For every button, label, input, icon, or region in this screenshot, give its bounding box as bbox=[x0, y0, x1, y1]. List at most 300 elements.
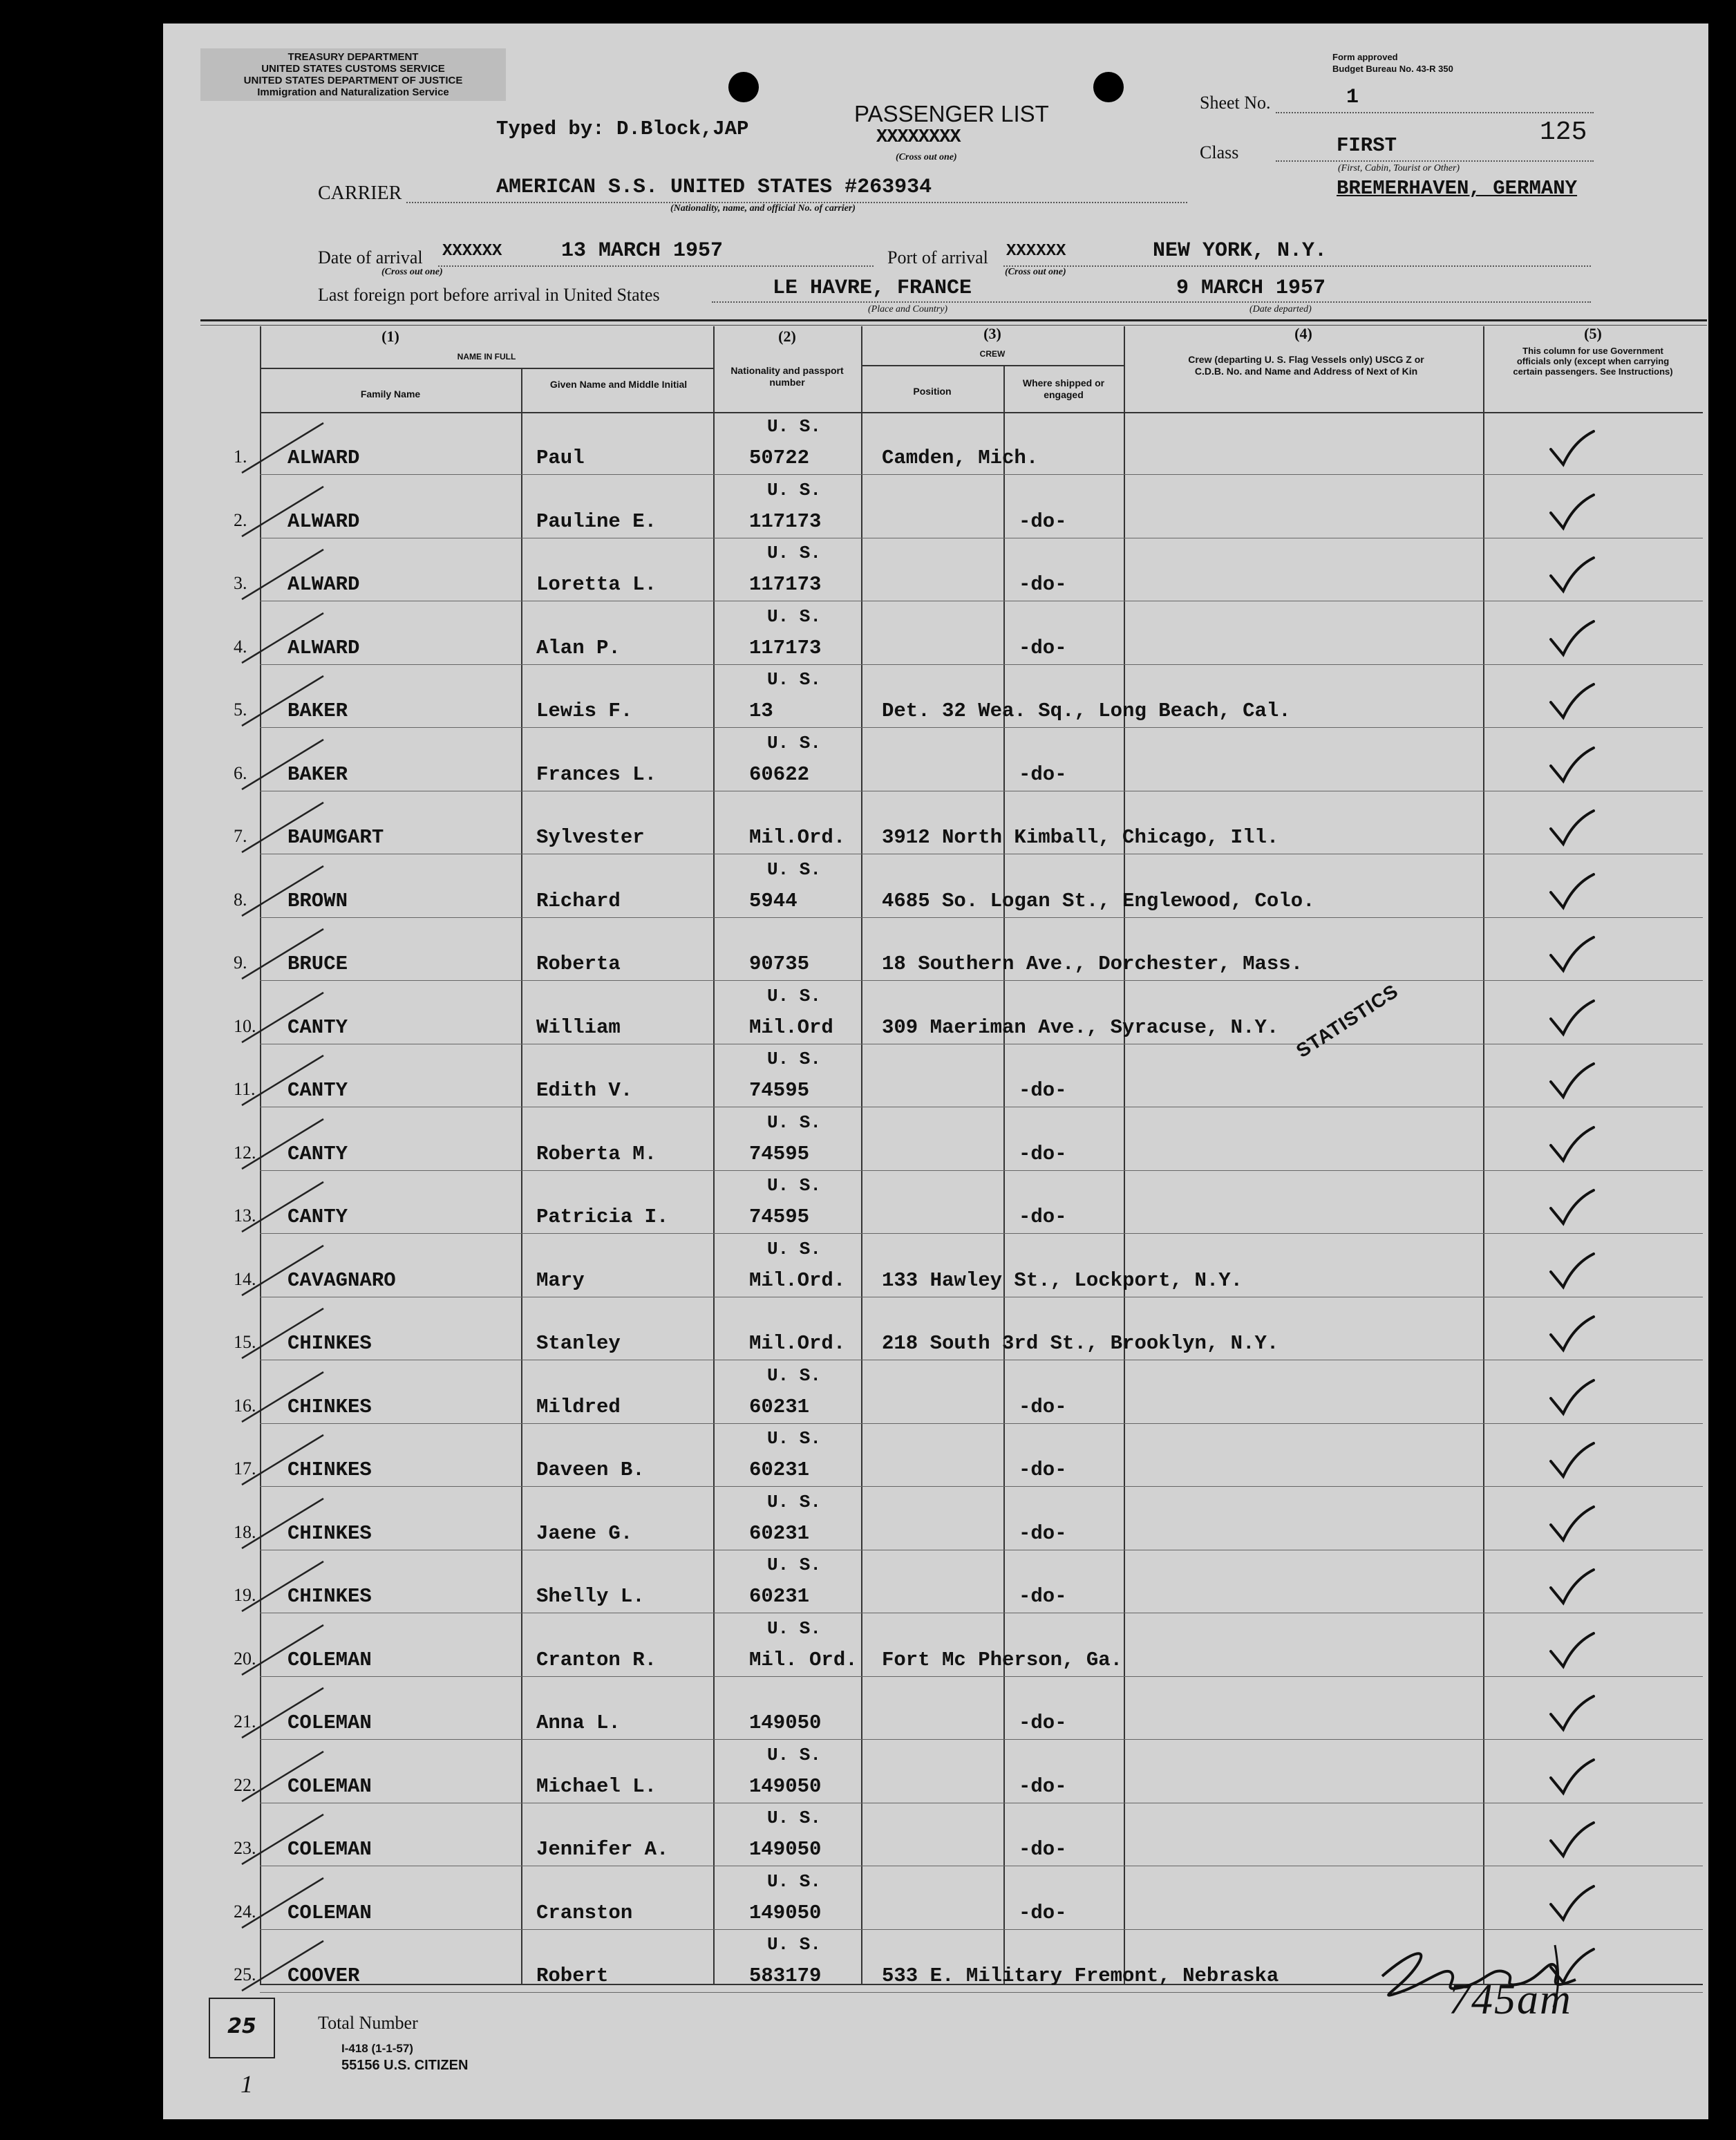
total-value: 25 bbox=[227, 2014, 256, 2038]
checkmark-icon bbox=[1548, 1693, 1596, 1732]
tally-slash-mark bbox=[238, 1369, 328, 1425]
passport-number: Mil.Ord. bbox=[749, 1268, 846, 1292]
family-name: ALWARD bbox=[287, 573, 360, 596]
passport-number: 60231 bbox=[749, 1585, 810, 1608]
col3-where-header-text: Where shipped or engaged bbox=[1022, 377, 1105, 400]
address: -do- bbox=[1019, 762, 1067, 786]
nationality: U. S. bbox=[767, 606, 822, 627]
tally-slash-mark bbox=[238, 1496, 328, 1551]
tally-slash-mark bbox=[238, 1875, 328, 1931]
tally-slash-mark bbox=[238, 673, 328, 729]
address: -do- bbox=[1019, 1711, 1067, 1734]
given-name: Robert bbox=[536, 1964, 609, 1987]
passenger-row bbox=[0, 919, 1736, 983]
given-name: Mary bbox=[536, 1268, 585, 1292]
checkmark-icon bbox=[1548, 1631, 1596, 1669]
row-number: 5. bbox=[234, 700, 247, 720]
row-number: 19. bbox=[234, 1585, 256, 1605]
col1-given-header-text: Given Name and Middle Initial bbox=[549, 379, 688, 390]
checkmark-icon bbox=[1548, 998, 1596, 1037]
last-port-rule bbox=[712, 301, 1591, 303]
given-name: Anna L. bbox=[536, 1711, 621, 1734]
passenger-row bbox=[0, 1236, 1736, 1299]
arrival-port-rule bbox=[1003, 265, 1591, 267]
row-number: 25. bbox=[234, 1964, 256, 1984]
row-number: 7. bbox=[234, 826, 247, 846]
passenger-row bbox=[0, 793, 1736, 856]
row-number: 20. bbox=[234, 1648, 256, 1669]
address: -do- bbox=[1019, 1458, 1067, 1481]
passport-number: Mil.Ord bbox=[749, 1015, 833, 1039]
given-name: Roberta M. bbox=[536, 1142, 657, 1165]
address: 133 Hawley St., Lockport, N.Y. bbox=[882, 1268, 1243, 1292]
col3-number: (3) bbox=[983, 325, 1001, 342]
passport-number: 74595 bbox=[749, 1205, 810, 1228]
family-name: ALWARD bbox=[287, 447, 360, 469]
given-name: Frances L. bbox=[536, 762, 657, 786]
col5-header bbox=[1507, 346, 1679, 377]
passport-number: 149050 bbox=[749, 1901, 822, 1924]
family-name: CANTY bbox=[287, 1142, 348, 1165]
given-name: Jennifer A. bbox=[536, 1838, 669, 1861]
passenger-row bbox=[0, 1172, 1736, 1236]
total-label: Total Number bbox=[318, 2013, 418, 2033]
checkmark-icon bbox=[1548, 619, 1596, 657]
row-number: 3. bbox=[234, 573, 247, 593]
given-name: Edith V. bbox=[536, 1079, 633, 1102]
address: 3912 North Kimball, Chicago, Ill. bbox=[882, 826, 1279, 849]
col4-header bbox=[1178, 354, 1435, 377]
passport-number: 60231 bbox=[749, 1458, 810, 1481]
form-code-line-2: 55156 U.S. CITIZEN bbox=[341, 2058, 469, 2073]
carrier-label: CARRIER bbox=[318, 182, 402, 204]
tally-slash-mark bbox=[238, 484, 328, 539]
class-rule bbox=[1276, 160, 1594, 162]
passport-number: 149050 bbox=[749, 1838, 822, 1861]
family-name: COLEMAN bbox=[287, 1774, 372, 1798]
tally-slash-mark bbox=[238, 1243, 328, 1298]
departure-port: BREMERHAVEN, GERMANY bbox=[1337, 177, 1578, 200]
punch-hole-left bbox=[728, 72, 759, 102]
checkmark-icon bbox=[1548, 1125, 1596, 1163]
row-number: 23. bbox=[234, 1838, 256, 1858]
family-name: ALWARD bbox=[287, 509, 360, 533]
passenger-row bbox=[0, 666, 1736, 730]
nationality: U. S. bbox=[767, 1238, 822, 1259]
table-top-rule-2 bbox=[200, 325, 1707, 326]
punch-hole-right bbox=[1093, 72, 1124, 102]
given-name: Michael L. bbox=[536, 1774, 657, 1798]
row-number: 13. bbox=[234, 1205, 256, 1226]
checkmark-icon bbox=[1548, 555, 1596, 594]
row-rule bbox=[260, 917, 1703, 918]
tally-slash-mark bbox=[238, 1559, 328, 1614]
row-number: 9. bbox=[234, 952, 247, 973]
tally-slash-mark bbox=[238, 420, 328, 476]
row-number: 1. bbox=[234, 447, 247, 467]
agency-block bbox=[200, 48, 506, 101]
checkmark-icon bbox=[1548, 1061, 1596, 1100]
given-name: Paul bbox=[536, 447, 585, 469]
passenger-row bbox=[0, 1425, 1736, 1489]
passenger-row bbox=[0, 1109, 1736, 1173]
agency-line-1: TREASURY DEPARTMENT bbox=[287, 51, 419, 63]
family-name: CAVAGNARO bbox=[287, 1268, 396, 1292]
passport-number: 583179 bbox=[749, 1964, 822, 1987]
tally-slash-mark bbox=[238, 737, 328, 792]
tally-slash-mark bbox=[238, 1685, 328, 1740]
address: -do- bbox=[1019, 509, 1067, 533]
passenger-row bbox=[0, 1742, 1736, 1805]
passport-number: 149050 bbox=[749, 1774, 822, 1798]
arrival-port-label: Port of arrival bbox=[887, 247, 988, 268]
checkmark-icon bbox=[1548, 1757, 1596, 1796]
given-name: Patricia I. bbox=[536, 1205, 669, 1228]
checkmark-icon bbox=[1548, 1440, 1596, 1479]
address: -do- bbox=[1019, 1395, 1067, 1418]
address: -do- bbox=[1019, 1838, 1067, 1861]
address: 533 E. Military Fremont, Nebraska bbox=[882, 1964, 1279, 1987]
form-code bbox=[341, 2040, 468, 2074]
family-name: CHINKES bbox=[287, 1521, 372, 1545]
checkmark-icon bbox=[1548, 1251, 1596, 1290]
passenger-row bbox=[0, 1615, 1736, 1679]
given-name: Pauline E. bbox=[536, 509, 657, 533]
form-approval bbox=[1332, 51, 1453, 75]
tally-slash-mark bbox=[238, 1432, 328, 1487]
last-port-date-note: (Date departed) bbox=[1249, 304, 1312, 315]
passport-number: 149050 bbox=[749, 1711, 822, 1734]
family-name: CHINKES bbox=[287, 1395, 372, 1418]
col5-header-text: This column for use Government officials only (except when carrying certain passengers. See Instructions) bbox=[1513, 346, 1673, 377]
row-rule bbox=[260, 1739, 1703, 1740]
passport-number: 117173 bbox=[749, 636, 822, 659]
tally-slash-mark bbox=[238, 547, 328, 602]
row-number: 17. bbox=[234, 1458, 256, 1479]
row-number: 12. bbox=[234, 1142, 256, 1163]
given-name: William bbox=[536, 1015, 621, 1039]
nationality: U. S. bbox=[767, 858, 822, 880]
nationality: U. S. bbox=[767, 1049, 822, 1069]
subheader-rule-1 bbox=[260, 368, 713, 369]
title-cross-out-note: (Cross out one) bbox=[896, 152, 957, 162]
given-name: Mildred bbox=[536, 1395, 621, 1418]
family-name: BROWN bbox=[287, 889, 348, 912]
passport-number: 60231 bbox=[749, 1395, 810, 1418]
form-approval-line-1: Form approved bbox=[1332, 52, 1398, 62]
table-top-rule bbox=[200, 319, 1707, 321]
given-name: Loretta L. bbox=[536, 573, 657, 596]
passport-number: 50722 bbox=[749, 447, 810, 469]
tally-slash-mark bbox=[238, 1812, 328, 1867]
nationality: U. S. bbox=[767, 1175, 822, 1196]
statistics-stamp: STATISTICS bbox=[1292, 979, 1402, 1062]
class-note: (First, Cabin, Tourist or Other) bbox=[1338, 163, 1460, 173]
nationality: U. S. bbox=[767, 1555, 822, 1575]
family-name: CANTY bbox=[287, 1079, 348, 1102]
passenger-row bbox=[0, 1489, 1736, 1552]
passport-number: 60231 bbox=[749, 1521, 810, 1545]
row-number: 2. bbox=[234, 509, 247, 530]
nationality: U. S. bbox=[767, 1744, 822, 1765]
col2-number: (2) bbox=[778, 328, 796, 345]
family-name: CHINKES bbox=[287, 1332, 372, 1355]
row-number: 21. bbox=[234, 1711, 256, 1731]
row-rule bbox=[260, 1233, 1703, 1234]
arrival-date-value: 13 MARCH 1957 bbox=[561, 239, 724, 263]
checkmark-icon bbox=[1548, 935, 1596, 973]
arrival-date-crossed: XXXXXX bbox=[442, 242, 502, 261]
address: -do- bbox=[1019, 1205, 1067, 1228]
row-rule bbox=[260, 1486, 1703, 1487]
checkmark-icon bbox=[1548, 1884, 1596, 1922]
sheet-label: Sheet No. bbox=[1200, 93, 1271, 113]
passenger-row bbox=[0, 1678, 1736, 1742]
total-extra-mark: 1 bbox=[240, 2070, 253, 2098]
given-name: Jaene G. bbox=[536, 1521, 633, 1545]
passport-number: 5944 bbox=[749, 889, 798, 912]
row-number: 16. bbox=[234, 1395, 256, 1416]
passport-number: 60622 bbox=[749, 762, 810, 786]
row-rule bbox=[260, 474, 1703, 475]
tally-slash-mark bbox=[238, 926, 328, 982]
arrival-port-note: (Cross out one) bbox=[1005, 267, 1066, 277]
address: 309 Maeriman Ave., Syracuse, N.Y. bbox=[882, 1015, 1279, 1039]
passport-number: 13 bbox=[749, 700, 773, 722]
row-number: 11. bbox=[234, 1079, 256, 1099]
passport-number: Mil. Ord. bbox=[749, 1648, 858, 1671]
carrier-value: AMERICAN S.S. UNITED STATES #263934 bbox=[496, 176, 932, 199]
arrival-date-label: Date of arrival bbox=[318, 247, 423, 268]
given-name: Lewis F. bbox=[536, 700, 633, 722]
checkmark-icon bbox=[1548, 1188, 1596, 1226]
passenger-row bbox=[0, 1362, 1736, 1426]
passport-number: 74595 bbox=[749, 1079, 810, 1102]
checkmark-icon bbox=[1548, 492, 1596, 531]
family-name: CHINKES bbox=[287, 1458, 372, 1481]
nationality: U. S. bbox=[767, 416, 822, 437]
passenger-row bbox=[0, 603, 1736, 667]
col3-position-header: Position bbox=[913, 386, 952, 397]
row-rule bbox=[260, 1170, 1703, 1171]
passenger-row bbox=[0, 1299, 1736, 1362]
checkmark-icon bbox=[1548, 745, 1596, 784]
sheet-value: 1 bbox=[1346, 86, 1359, 109]
nationality: U. S. bbox=[767, 479, 822, 500]
col4-number: (4) bbox=[1294, 325, 1312, 342]
passport-number: Mil.Ord. bbox=[749, 826, 846, 849]
passport-number: 117173 bbox=[749, 573, 822, 596]
passenger-row bbox=[0, 1046, 1736, 1109]
crossed-out-title: XXXXXXXX bbox=[876, 127, 961, 148]
nationality: U. S. bbox=[767, 1617, 822, 1639]
total-box bbox=[209, 1998, 275, 2058]
checkmark-icon bbox=[1548, 1504, 1596, 1543]
form-code-line-1: I-418 (1-1-57) bbox=[341, 2042, 413, 2055]
handwritten-time: 745am bbox=[1449, 1976, 1572, 2023]
col1-title: NAME IN FULL bbox=[457, 352, 516, 362]
passenger-row bbox=[0, 856, 1736, 920]
family-name: COLEMAN bbox=[287, 1648, 372, 1671]
col3-title: CREW bbox=[979, 349, 1006, 359]
nationality: U. S. bbox=[767, 985, 822, 1006]
passport-number: 74595 bbox=[749, 1142, 810, 1165]
family-name: BAKER bbox=[287, 762, 348, 786]
class-label: Class bbox=[1200, 142, 1239, 162]
checkmark-icon bbox=[1548, 429, 1596, 467]
given-name: Cranton R. bbox=[536, 1648, 657, 1671]
nationality: U. S. bbox=[767, 1491, 822, 1512]
tally-slash-mark bbox=[238, 1306, 328, 1361]
agency-line-2: UNITED STATES CUSTOMS SERVICE bbox=[261, 63, 445, 75]
family-name: COLEMAN bbox=[287, 1711, 372, 1734]
nationality: U. S. bbox=[767, 1111, 822, 1133]
tally-slash-mark bbox=[238, 1749, 328, 1804]
nationality: U. S. bbox=[767, 732, 822, 753]
tally-slash-mark bbox=[238, 863, 328, 919]
col1-family-header: Family Name bbox=[360, 388, 421, 400]
row-rule bbox=[260, 1929, 1703, 1930]
row-number: 14. bbox=[234, 1268, 256, 1289]
form-approval-line-2: Budget Bureau No. 43-R 350 bbox=[1332, 64, 1453, 74]
address: 4685 So. Logan St., Englewood, Colo. bbox=[882, 889, 1315, 912]
subheader-rule-3 bbox=[861, 365, 1124, 366]
typed-by: Typed by: D.Block,JAP bbox=[496, 118, 749, 140]
passenger-row bbox=[0, 730, 1736, 794]
row-number: 8. bbox=[234, 889, 247, 910]
page-number: 125 bbox=[1540, 118, 1587, 147]
address: -do- bbox=[1019, 1079, 1067, 1102]
row-rule bbox=[260, 727, 1703, 728]
arrival-date-rule bbox=[438, 265, 874, 267]
col1-number: (1) bbox=[381, 328, 399, 345]
passenger-row bbox=[0, 983, 1736, 1046]
class-value: FIRST bbox=[1337, 134, 1397, 157]
carrier-note: (Nationality, name, and official No. of carrier) bbox=[670, 203, 856, 214]
row-rule bbox=[260, 664, 1703, 665]
row-rule bbox=[260, 1423, 1703, 1424]
address: Fort Mc Pherson, Ga. bbox=[882, 1648, 1123, 1671]
col4-header-text: Crew (departing U. S. Flag Vessels only) USCG Z or C.D.B. No. and Name and Address of Next of Kin bbox=[1188, 354, 1424, 377]
given-name: Sylvester bbox=[536, 826, 645, 849]
address: -do- bbox=[1019, 1142, 1067, 1165]
form-title: PASSENGER LIST bbox=[854, 101, 1049, 126]
last-port-label: Last foreign port before arrival in United States bbox=[318, 285, 660, 305]
given-name: Shelly L. bbox=[536, 1585, 645, 1608]
given-name: Roberta bbox=[536, 952, 621, 975]
family-name: BAUMGART bbox=[287, 826, 384, 849]
passenger-row bbox=[0, 1805, 1736, 1868]
nationality: U. S. bbox=[767, 1934, 822, 1955]
passenger-row bbox=[0, 540, 1736, 603]
checkmark-icon bbox=[1548, 1567, 1596, 1606]
tally-slash-mark bbox=[238, 1179, 328, 1235]
arrival-port-value: NEW YORK, N.Y. bbox=[1153, 239, 1328, 263]
checkmark-icon bbox=[1548, 872, 1596, 910]
family-name: CHINKES bbox=[287, 1585, 372, 1608]
address: -do- bbox=[1019, 636, 1067, 659]
row-number: 18. bbox=[234, 1521, 256, 1542]
last-port-note: (Place and Country) bbox=[868, 304, 948, 315]
checkmark-icon bbox=[1548, 1378, 1596, 1416]
nationality: U. S. bbox=[767, 1808, 822, 1828]
agency-line-4: Immigration and Naturalization Service bbox=[257, 86, 449, 98]
row-number: 6. bbox=[234, 762, 247, 783]
family-name: COLEMAN bbox=[287, 1901, 372, 1924]
given-name: Cranston bbox=[536, 1901, 633, 1924]
nationality: U. S. bbox=[767, 543, 822, 563]
last-port-value: LE HAVRE, FRANCE bbox=[773, 276, 972, 300]
family-name: CANTY bbox=[287, 1015, 348, 1039]
address: -do- bbox=[1019, 1585, 1067, 1608]
row-number: 15. bbox=[234, 1332, 256, 1352]
row-number: 22. bbox=[234, 1774, 256, 1795]
checkmark-icon bbox=[1548, 808, 1596, 847]
row-number: 24. bbox=[234, 1901, 256, 1922]
checkmark-icon bbox=[1548, 682, 1596, 720]
family-name: BRUCE bbox=[287, 952, 348, 975]
arrival-date-note: (Cross out one) bbox=[381, 267, 443, 277]
nationality: U. S. bbox=[767, 1364, 822, 1386]
col3-where-header bbox=[1006, 377, 1121, 401]
col5-number: (5) bbox=[1584, 325, 1602, 342]
passenger-row bbox=[0, 1552, 1736, 1615]
nationality: U. S. bbox=[767, 1870, 822, 1892]
address: -do- bbox=[1019, 573, 1067, 596]
given-name: Stanley bbox=[536, 1332, 621, 1355]
passenger-row bbox=[0, 477, 1736, 541]
row-number: 4. bbox=[234, 636, 247, 657]
passport-number: 117173 bbox=[749, 509, 822, 533]
row-rule bbox=[260, 980, 1703, 981]
address: -do- bbox=[1019, 1901, 1067, 1924]
tally-slash-mark bbox=[238, 800, 328, 855]
row-number: 10. bbox=[234, 1015, 256, 1036]
family-name: ALWARD bbox=[287, 636, 360, 659]
tally-slash-mark bbox=[238, 1053, 328, 1108]
tally-slash-mark bbox=[238, 1622, 328, 1678]
address: -do- bbox=[1019, 1521, 1067, 1545]
col2-header-text: Nationality and passport number bbox=[730, 365, 844, 388]
family-name: COOVER bbox=[287, 1964, 360, 1987]
nationality: U. S. bbox=[767, 1428, 822, 1449]
row-rule bbox=[260, 1676, 1703, 1677]
passport-number: Mil.Ord. bbox=[749, 1332, 846, 1355]
address: Det. 32 Wea. Sq., Long Beach, Cal. bbox=[882, 700, 1291, 722]
tally-slash-mark bbox=[238, 990, 328, 1045]
passenger-row bbox=[0, 1868, 1736, 1932]
family-name: BAKER bbox=[287, 700, 348, 722]
arrival-port-crossed: XXXXXX bbox=[1006, 242, 1066, 261]
address: Camden, Mich. bbox=[882, 447, 1039, 469]
checkmark-icon bbox=[1548, 1314, 1596, 1353]
checkmark-icon bbox=[1548, 1820, 1596, 1859]
col1-given-header bbox=[532, 379, 705, 391]
family-name: CANTY bbox=[287, 1205, 348, 1228]
address: 18 Southern Ave., Dorchester, Mass. bbox=[882, 952, 1303, 975]
passport-number: 90735 bbox=[749, 952, 810, 975]
nationality: U. S. bbox=[767, 669, 822, 690]
address: -do- bbox=[1019, 1774, 1067, 1798]
address: 218 South 3rd St., Brooklyn, N.Y. bbox=[882, 1332, 1279, 1355]
last-port-date: 9 MARCH 1957 bbox=[1176, 276, 1326, 300]
passenger-row bbox=[0, 413, 1736, 477]
given-name: Alan P. bbox=[536, 636, 621, 659]
sheet-rule bbox=[1276, 112, 1594, 113]
given-name: Daveen B. bbox=[536, 1458, 645, 1481]
family-name: COLEMAN bbox=[287, 1838, 372, 1861]
tally-slash-mark bbox=[238, 610, 328, 666]
